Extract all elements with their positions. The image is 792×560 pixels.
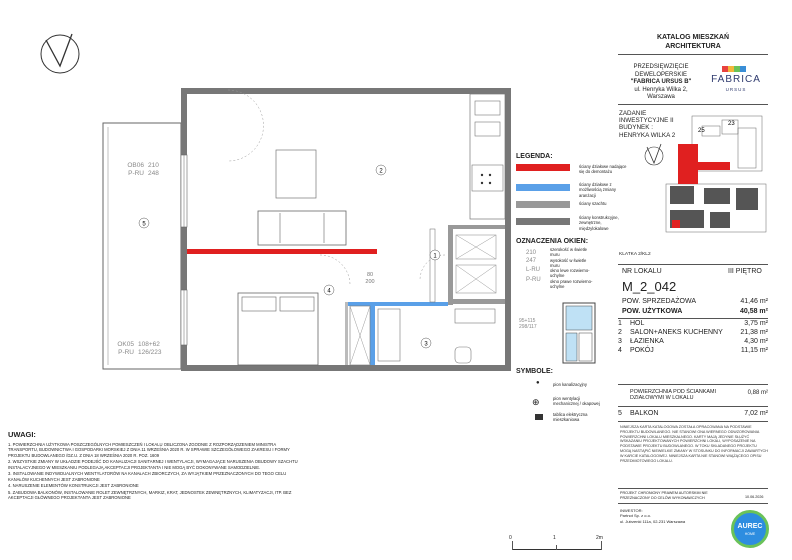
task-block: ZADANIE INWESTYCYJNE II BUDYNEK : HENRYKA WILKA 2 [619, 110, 676, 139]
under-walls-value: 0,88 m² [747, 390, 768, 396]
notes [8, 430, 298, 501]
electric-panel-icon [535, 414, 543, 420]
partition-wall [370, 302, 375, 365]
fabrica-logo: FABRICA URSUS [706, 66, 766, 100]
window-label-ob06 [127, 162, 159, 177]
north-arrow-icon [38, 30, 82, 76]
svg-text:80: 80 [366, 272, 374, 278]
svg-text:P-RU: P-RU [128, 170, 144, 177]
balcony-outline [103, 123, 181, 369]
svg-text:210: 210 [148, 162, 159, 169]
wall-south [181, 365, 511, 371]
legend-label: ściany konstrukcyjne, zewnętrzne, międzylokalowe [579, 215, 619, 231]
svg-text:25: 25 [698, 128, 705, 134]
windows-title: OZNACZENIA OKIEN: [516, 238, 589, 245]
notes-title: UWAGI: [8, 430, 36, 439]
legend-swatch-dark [516, 218, 570, 225]
legend-label: ściany szachtu [579, 201, 607, 206]
copyright-note: PROJEKT CHRONIONY PRAWEM AUTORSKIM NIE PRZEZNACZONY DO CELÓW WYKONAWCZYCH [620, 491, 708, 500]
room-row: 3 ŁAZIENKA 4,30 m² [618, 338, 768, 345]
legend-swatch-grey [516, 201, 570, 208]
scale-zero: 0 [509, 535, 512, 541]
architecture-title: ARCHITEKTURA [665, 43, 721, 50]
scale-two: 2m [596, 535, 603, 541]
window-label-ok05 [117, 341, 162, 356]
usable-area-label: POW. UŻYTKOWA [622, 308, 683, 315]
sales-area-label: POW. SPRZEDAŻOWA [622, 298, 697, 305]
svg-text:200: 200 [365, 279, 375, 285]
svg-text:108+62: 108+62 [138, 341, 160, 348]
legend-swatch-blue [516, 184, 570, 191]
shaft-wall [448, 225, 453, 305]
room-row: 1 HOL 3,75 m² [618, 320, 768, 327]
symbol-label: pion kanalizacyjny [553, 382, 587, 387]
svg-text:P-RU: P-RU [118, 349, 134, 356]
note-item: 3. INSTALOWANIE INDYWIDUALNYCH WENTYLATORÓW NA KANAŁACH ZBIORCZYCH, ZA WYJĄTKIEM PRZEZNACZONYCH DO TEGO CELU KANAŁÓW KUCHENNYCH JEST ZABRONIONE [8, 471, 287, 482]
investor-block: INWESTOR: Partnot Sp. z o.o. ul. Jutrzenki 111a, 02-231 Warszawa [620, 508, 686, 524]
symbols-title: SYMBOLE: [516, 368, 553, 375]
wall-north [181, 88, 511, 94]
wall-east [505, 88, 511, 371]
unit-nr-label: NR LOKALU [622, 268, 662, 275]
developer-block: PRZEDSIĘWZIĘCIE DEWELOPERSKIE "FABRICA URSUS B" ul. Henryka Wilka 2, Warszawa [630, 64, 692, 100]
usable-area-value: 40,58 m² [739, 308, 768, 315]
door-label [365, 272, 374, 285]
legend-label: ściany działowe nadające się do demontażu [579, 164, 627, 175]
legend-swatch-red [516, 164, 570, 171]
scale-one: 1 [553, 535, 556, 541]
door-dims: 95+115 298/117 [519, 318, 537, 330]
svg-text:2: 2 [379, 168, 383, 175]
drain-icon: ● [536, 380, 540, 386]
ventilation-icon: ⊕ [532, 397, 540, 407]
note-item: 2. WSZYSTKIE ZMIANY W UKŁADZIE PODEJŚĆ DO KANALIZACJI SANITARNEJ I WENTYLACJI, WYMAGAJĄCE NARUSZENIA OBUDOWY SZACHTU INSTALACYJNEGO W MIESZKANIU PODLEGAJĄ AKCEPTACJI PROJEKTANTA I NIE MOGĄ BYĆ DOKONYWANE SAMODZIELNIE. [8, 459, 298, 470]
svg-text:5: 5 [142, 221, 146, 228]
floor-plan [100, 85, 520, 385]
symbol-label: tablica elektryczna mieszkaniowa [553, 412, 588, 423]
date: 10.06.2026 [745, 495, 764, 499]
note-item: 1. POWIERZCHNIA UŻYTKOWA POSZCZEGÓLNYCH POMIESZCZEŃ I LOKALU OBLICZONA ZGODNIE Z ROZPORZĄDZENIEM MINISTRA TRANSPORTU, BUDOWNICTWA I GOSPODARKI MORSKIEJ Z DNIA 11 WRZEŚNIA 2020 R. W SPRAWIE SZCZEGÓŁOWEGO ZAKRESU I FORMY PROJEKTU BUDOWLANEGO /DZ.U. Z DNIA 18 WRZEŚNIA 2020 R. POZ. 1609 [8, 442, 290, 458]
aurec-logo: AUREC HOME [731, 510, 769, 548]
svg-text:4: 4 [327, 288, 331, 295]
legend-title: LEGENDA: [516, 153, 553, 160]
scale-bar [512, 547, 602, 550]
disclaimer: NINIEJSZA KARTA KATALOGOWA ZOSTAŁA OPRACOWANA NA PODSTAWIE PROJEKTU BUDOWLANEGO. NIE STANOWI ONA WIERNEGO ODWZOROWANIA POWIERZCHNI LOKALU MIESZKALNEGO. KARTY MAJĄ JEDYNIE SŁUŻYĆ WSKAZANIU PROJEKTOWANYCH POWIERZCHNI LOKALI, WYPOSAŻENIE NA PODSTAWIE PROJEKTU BUDOWLANEGO. W TOKU SKŁADANEGO PROJEKTU MOGĄ NASTĄPIĆ NIEWIELKIE ZMIANY W STOSUNKU DO INFORMACJI ZAWARTYCH W KARCIE KATALOGOWEJ. NINIEJSZA KARTA NIE STANOWI WIĄŻĄCEGO OPISU PRZEDMIOTOWEGO LOKALU. [620, 425, 768, 463]
sales-area-value: 41,46 m² [740, 298, 768, 305]
sofa [258, 211, 346, 245]
note-item: 5. ZABUDOWA BALKONÓW, INSTALOWANIE ROLET ZEWNĘTRZNYCH, MARKIZ, KRAT, JEDNOSTEK ZEWNĘTRZNYCH, KLIMATYZACJI, ITP. BEZ AKCEPTACJI GŁÓWNEGO PROJEKTANTA JEST ZABRONIONE [8, 489, 292, 501]
bed [238, 293, 318, 365]
catalog-title: KATALOG MIESZKAŃ [656, 34, 730, 41]
demountable-wall [187, 249, 377, 254]
unit-number: M_2_042 [622, 279, 677, 294]
room-row: 4 POKÓJ 11,15 m² [618, 347, 768, 354]
window-key: 210 247 L-RU P-RU szerokość w świetle muru wysokość w świetle muru okno lewe rozwierno-uchylne okno prawe rozwierno-uchylne [526, 247, 593, 290]
table [276, 150, 316, 198]
svg-text:OB06: OB06 [127, 162, 144, 169]
room-row: 2 SALON+ANEKS KUCHENNY 21,38 m² [618, 329, 768, 336]
svg-text:126/223: 126/223 [138, 349, 162, 356]
unit-floor: III PIĘTRO [728, 268, 762, 275]
klatka-label: KLATKA 2/KL2 [619, 252, 651, 257]
balcony-row: 5 BALKON 7,02 m² [618, 410, 768, 417]
note-item: 4. NARUSZENIE ELEMENTÓW KONSTRUKCJI JEST ZABRONIONE [8, 483, 139, 489]
under-walls-label: POWIERZCHNIA POD ŚCIANKAMI DZIAŁOWYMI W LOKALU [630, 389, 716, 402]
window-diagram-icon [562, 302, 596, 364]
svg-text:1: 1 [433, 253, 437, 260]
svg-text:OK05: OK05 [117, 341, 134, 348]
legend-label: ściany działowe z możliwością zmiany aranżacji [579, 182, 616, 198]
site-plan [618, 114, 768, 234]
svg-text:3: 3 [424, 341, 428, 348]
symbol-label: pion wentylacji mechanicznej / okapowej [553, 396, 600, 407]
svg-text:248: 248 [148, 170, 159, 177]
svg-text:23: 23 [728, 121, 735, 127]
